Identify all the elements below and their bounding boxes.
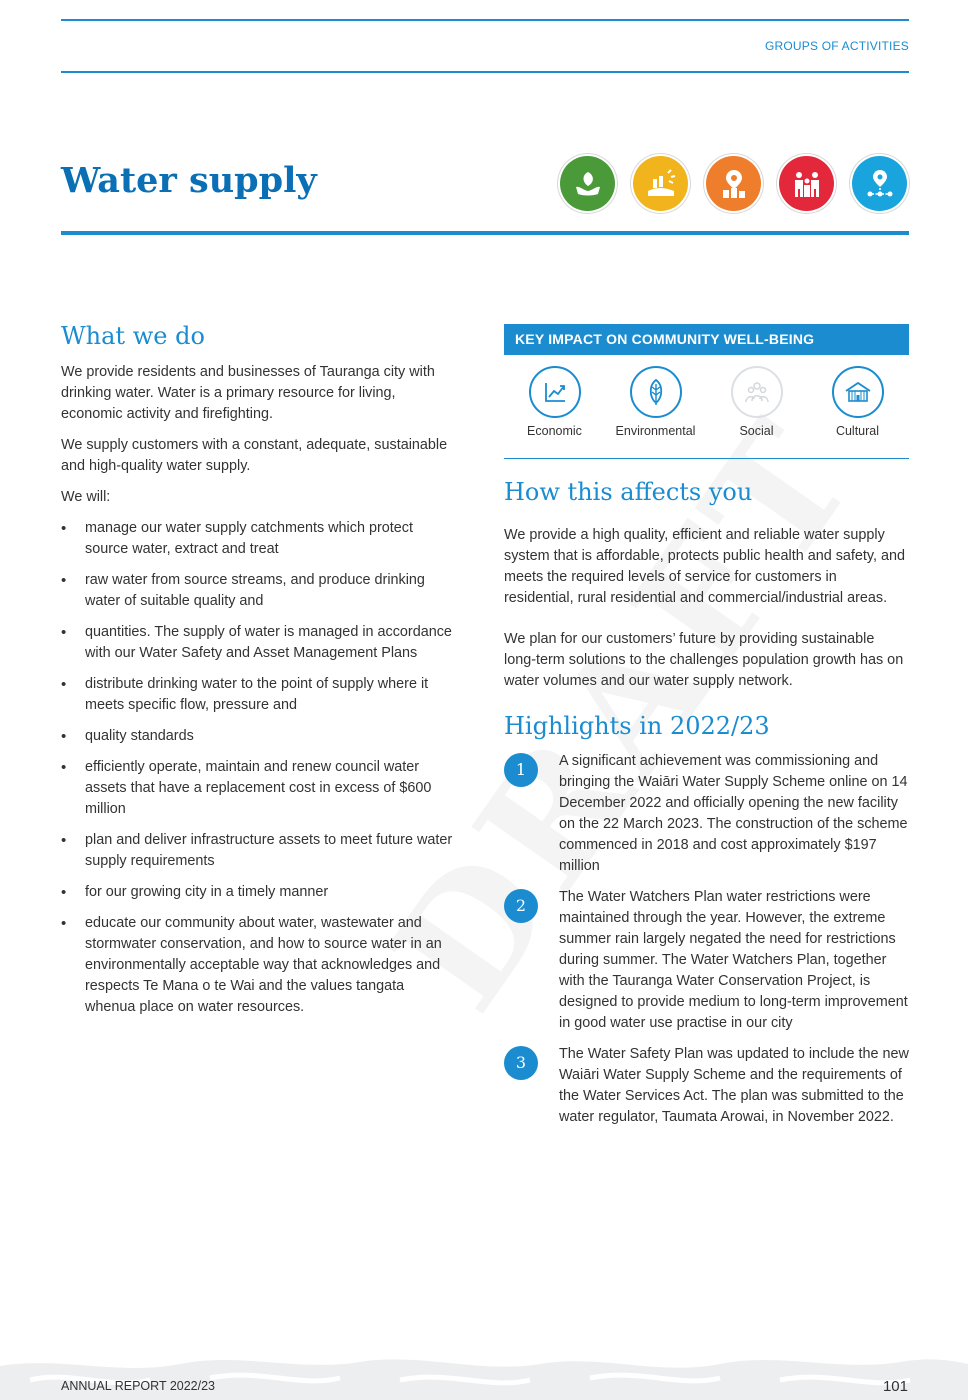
road-sun-icon	[633, 156, 688, 211]
how-affects-heading: How this affects you	[504, 478, 753, 506]
city-pin-icon	[706, 156, 761, 211]
page-number: 101	[882, 1378, 908, 1395]
page-title: Water supply	[61, 160, 317, 201]
wellbeing-label: Environmental	[615, 424, 696, 438]
what-we-do-paragraph: We provide residents and businesses of Tauranga city with drinking water. Water is a primary resource for living, economic activity and firefighting.	[61, 364, 435, 422]
wellbeing-social	[706, 366, 807, 458]
what-we-do-paragraph: We will:	[61, 489, 111, 505]
highlight-text: A significant achievement was commissioning and bringing the Waiāri Water Supply Scheme online on 14 December 2022 and officially opening the new facility on the 22 March 2023. The construction of the scheme commenced in 2018 and cost approximately $197 million	[559, 753, 908, 874]
list-item: • quantities. The supply of water is managed in accordance with our Water Safety and Asset Management Plans	[61, 622, 456, 664]
right-column	[504, 324, 909, 1128]
list-item: • manage our water supply catchments which protect source water, extract and treat	[61, 518, 456, 560]
wellbeing-row	[504, 355, 909, 459]
highlight-item	[504, 1044, 909, 1128]
wellbeing-economic	[504, 366, 605, 458]
what-we-do-list	[61, 518, 456, 1018]
key-impact-heading: KEY IMPACT ON COMMUNITY WELL-BEING	[504, 324, 909, 355]
highlight-text: The Water Safety Plan was updated to include the new Waiāri Water Supply Scheme and the requirements of the Water Services Act. The plan was submitted to the water regulator, Taumata Arowai, in November 2022.	[559, 1046, 909, 1125]
what-we-do-paragraph: We supply customers with a constant, adequate, sustainable and high-quality water supply.	[61, 437, 448, 474]
list-item: • raw water from source streams, and produce drinking water of suitable quality and	[61, 570, 456, 612]
footer-label: ANNUAL REPORT 2022/23	[61, 1379, 216, 1393]
title-rule	[61, 231, 909, 235]
highlight-item	[504, 887, 909, 1034]
list-item: • plan and deliver infrastructure assets to meet future water supply requirements	[61, 830, 456, 872]
list-item: • educate our community about water, wastewater and stormwater conservation, and how to source water in an environmentally acceptable way that acknowledges and respects Te Mana o te Wai and the values tangata whenua place on water resources.	[61, 913, 456, 1018]
highlight-item	[504, 751, 909, 877]
environmental-leaf-icon	[630, 366, 682, 418]
list-item: • efficiently operate, maintain and renew council water assets that have a replacement cost in excess of $600 million	[61, 757, 456, 820]
highlight-text: The Water Watchers Plan water restrictions were maintained through the year. However, the extreme summer rain largely negated the need for restrictions during summer. The Water Watchers Plan, together with the Tauranga Water Conservation Project, is designed to provide medium to long-term improvement in good water use practise in our city	[559, 889, 908, 1031]
wellbeing-label: Social	[739, 424, 774, 438]
what-we-do-heading: What we do	[61, 322, 205, 350]
route-pin-icon	[852, 156, 907, 211]
how-affects-paragraph: We plan for our customers’ future by providing sustainable long-term solutions to the challenges population growth has on water volumes and our water supply network.	[504, 631, 904, 689]
highlight-number: 3	[504, 1046, 538, 1080]
wellbeing-label: Economic	[527, 424, 582, 438]
wellbeing-label: Cultural	[835, 424, 880, 438]
header-top-rule	[61, 19, 909, 21]
highlight-number: 2	[504, 889, 538, 923]
wellbeing-environmental	[605, 366, 706, 458]
what-we-do-section	[61, 322, 456, 1028]
header-bottom-rule	[61, 71, 909, 73]
section-label: GROUPS OF ACTIVITIES	[764, 39, 909, 53]
how-affects-paragraph: We provide a high quality, efficient and reliable water supply system that is affordable, protects public health and safety, and meets the required levels of service for customers in residential, rural residential and commercial/industrial areas.	[504, 527, 906, 606]
social-people-icon	[731, 366, 783, 418]
wellbeing-cultural	[807, 366, 908, 458]
cultural-house-icon	[832, 366, 884, 418]
list-item: • distribute drinking water to the point of supply where it meets specific flow, pressure and	[61, 674, 456, 716]
leaf-hands-icon	[560, 156, 615, 211]
list-item: • quality standards	[61, 726, 456, 747]
family-icon	[779, 156, 834, 211]
list-item: • for our growing city in a timely manner	[61, 882, 456, 903]
highlight-number: 1	[504, 753, 538, 787]
goal-icons	[560, 156, 907, 211]
highlights-heading: Highlights in 2022/23	[504, 712, 770, 740]
economic-chart-icon	[529, 366, 581, 418]
